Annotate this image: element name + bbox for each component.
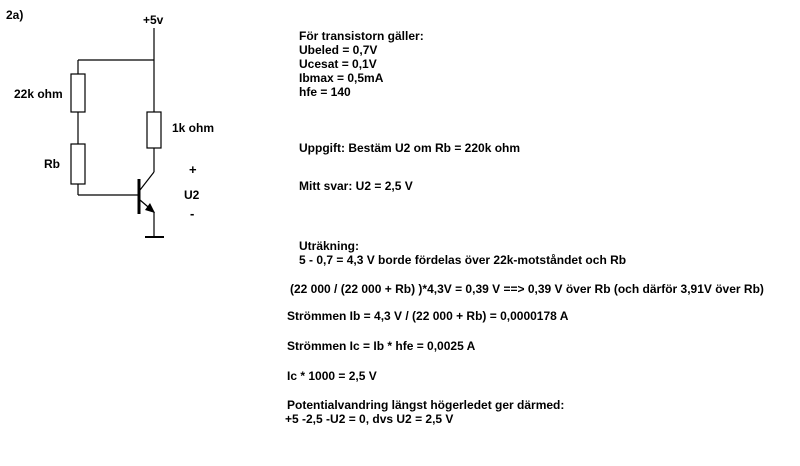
calculation-line: 5 - 0,7 = 4,3 V borde fördelas över 22k-motståndet och Rb [299,253,627,267]
given-item: Ucesat = 0,1V [299,57,377,71]
resistor-rb-label: Rb [44,157,60,171]
answer-text: Mitt svar: U2 = 2,5 V [299,179,413,193]
output-minus-sign: - [190,206,195,221]
resistor-rb [71,144,85,184]
resistor-1k-label: 1k ohm [172,121,215,135]
calculation-line: +5 -2,5 -U2 = 0, dvs U2 = 2,5 V [285,412,454,426]
given-heading: För transistorn gäller: [299,29,424,43]
output-plus-sign: + [189,162,197,177]
output-voltage-label: U2 [184,188,200,202]
calculation-heading: Uträkning: [299,239,359,253]
calculation-line: Strömmen Ib = 4,3 V / (22 000 + Rb) = 0,0000178 A [287,309,569,323]
problem-label: 2a) [6,8,24,22]
resistor-22k-label: 22k ohm [14,87,63,101]
resistor-22k [71,74,85,112]
resistor-1k [147,112,161,148]
calculation-line: Ic * 1000 = 2,5 V [287,369,377,383]
emitter-arrow [145,203,155,213]
task-text: Uppgift: Bestäm U2 om Rb = 220k ohm [299,141,521,155]
given-item: Ubeled = 0,7V [299,43,378,57]
supply-voltage-label: +5v [143,13,164,27]
given-item: hfe = 140 [299,85,351,99]
calculation-line: (22 000 / (22 000 + Rb) )*4,3V = 0,39 V ==> 0,39 V över Rb (och därför 3,91V över Rb) [290,282,764,296]
given-item: Ibmax = 0,5mA [299,71,384,85]
transistor-collector-lead [140,172,154,190]
calculation-line: Potentialvandring längst högerledet ger därmed: [287,398,565,412]
calculation-line: Strömmen Ic = Ib * hfe = 0,0025 A [287,339,476,353]
